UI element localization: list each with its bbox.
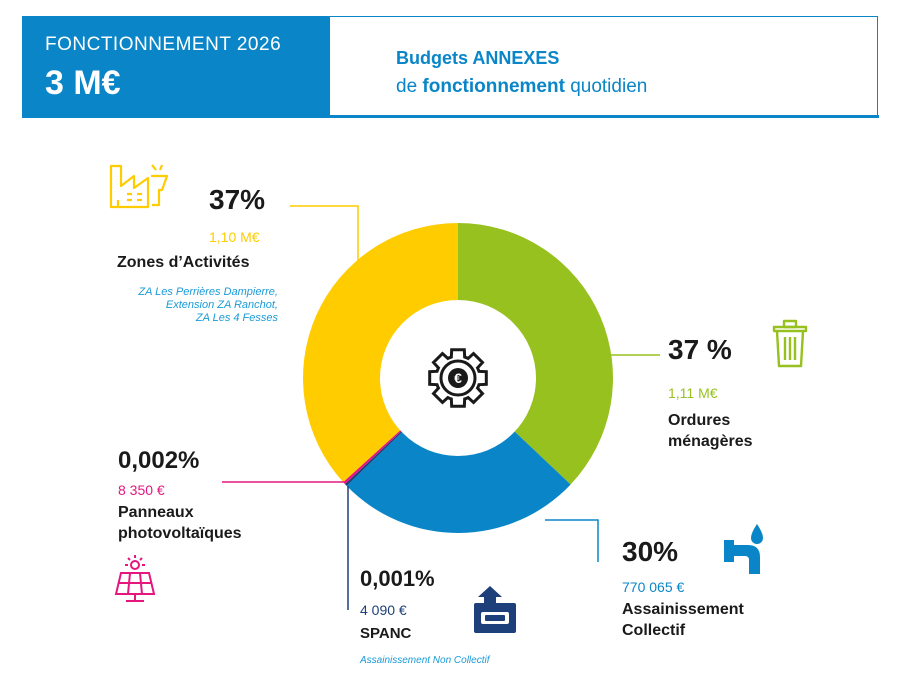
- header-subtitle: de fonctionnement quotidien: [396, 76, 648, 97]
- spanc-amount: 4 090 €: [360, 602, 407, 618]
- zones-amount: 1,10 M€: [209, 229, 260, 245]
- assainissement-label: Assainissement Collectif: [622, 601, 744, 639]
- assainissement-amount: 770 065 €: [622, 579, 685, 595]
- header-title: Budgets ANNEXES: [396, 48, 560, 68]
- ordures-amount: 1,11 M€: [668, 385, 718, 401]
- spanc-percent: 0,001%: [360, 566, 435, 591]
- zones-label: Zones d’Activités: [117, 254, 250, 271]
- panneaux-percent: 0,002%: [118, 447, 200, 474]
- water-tap-icon: [724, 524, 763, 574]
- ordures-label: Ordures ménagères: [668, 412, 753, 450]
- header-total-amount: 3 M€: [45, 64, 121, 102]
- svg-text:€: €: [454, 370, 462, 386]
- panneaux-label: Panneaux photovoltaïques: [118, 504, 242, 542]
- spanc-note: Assainissement Non Collectif: [360, 655, 490, 666]
- spanc-label: SPANC: [360, 625, 412, 642]
- trash-bin-icon: [774, 321, 806, 366]
- header-kicker: FONCTIONNEMENT 2026: [45, 34, 282, 55]
- zones-note: ZA Les Perrières Dampierre, Extension ZA Ranchot, ZA Les 4 Fesses: [138, 286, 278, 324]
- factory-icon: [111, 165, 167, 207]
- zones-percent: 37%: [209, 184, 266, 215]
- panneaux-amount: 8 350 €: [118, 482, 165, 498]
- house-septic-icon: [474, 586, 516, 633]
- ordures-percent: 37 %: [668, 334, 732, 365]
- assainissement-leader-line: [545, 520, 598, 562]
- assainissement-percent: 30%: [622, 536, 679, 567]
- solar-panel-icon: [116, 555, 154, 601]
- zones-leader-line: [290, 206, 358, 262]
